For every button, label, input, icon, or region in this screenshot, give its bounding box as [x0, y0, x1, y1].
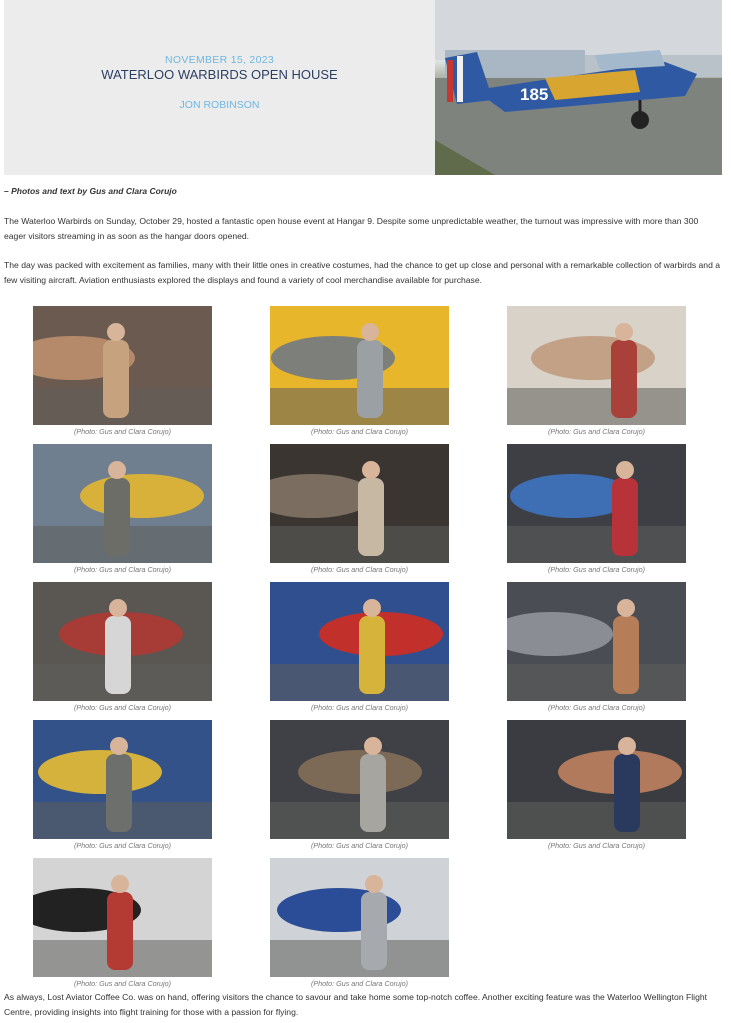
- gallery-photo-child-yellow-plane[interactable]: [270, 306, 449, 425]
- photo-caption: (Photo: Gus and Clara Corujo): [310, 841, 409, 850]
- gallery-photo-spiderman-plane-29[interactable]: [507, 306, 686, 425]
- photo-caption: (Photo: Gus and Clara Corujo): [310, 703, 409, 712]
- photo-caption: (Photo: Gus and Clara Corujo): [547, 703, 646, 712]
- photo-caption: (Photo: Gus and Clara Corujo): [310, 565, 409, 574]
- paragraph-1: The Waterloo Warbirds on Sunday, October 29, hosted a fantastic open house event at Hangar 9. Despite some unpredictable weather, the turnout was impressive with more than 300 eager visitors streaming in as soon as the hangar doors opened.: [4, 216, 699, 241]
- post-date: NOVEMBER 15, 2023: [165, 54, 274, 66]
- gallery-photo-man-with-dogs[interactable]: [33, 582, 212, 701]
- gallery-photo-flight-centre-booth[interactable]: [270, 858, 449, 977]
- photo-caption: (Photo: Gus and Clara Corujo): [547, 565, 646, 574]
- plane-number: 185: [520, 85, 549, 104]
- gallery-photo-merch-tshirt[interactable]: [33, 858, 212, 977]
- photo-caption: (Photo: Gus and Clara Corujo): [547, 841, 646, 850]
- gallery-photo-man-propeller[interactable]: [33, 444, 212, 563]
- page-title: WATERLOO WARBIRDS OPEN HOUSE: [101, 67, 338, 82]
- photo-caption: (Photo: Gus and Clara Corujo): [73, 565, 172, 574]
- gallery-photo-father-child-cockpit[interactable]: [33, 306, 212, 425]
- paragraph-2: The day was packed with excitement as families, many with their little ones in creative costumes, had the chance to get up close and personal with a remarkable collection of warbirds and a few visiting aircraft. Aviation enthusiasts explored the displays and found a variety of cool merchandise available for purchase.: [4, 260, 721, 285]
- paragraph-3: As always, Lost Aviator Coffee Co. was on hand, offering visitors the chance to savour and take home some top-notch coffee. Another exciting feature was the Waterloo Wellington Flight Centre, providing insights into flight training for those with a passion for flying.: [4, 992, 708, 1017]
- gallery-photo-crowd-hangar[interactable]: [507, 582, 686, 701]
- photo-caption: (Photo: Gus and Clara Corujo): [73, 979, 172, 988]
- article-header: [4, 0, 722, 175]
- photo-caption: (Photo: Gus and Clara Corujo): [310, 979, 409, 988]
- gallery-photo-two-men-talking[interactable]: [507, 720, 686, 839]
- author-link[interactable]: JON ROBINSON: [179, 99, 260, 111]
- gallery-photo-two-men-volunteers[interactable]: [270, 720, 449, 839]
- gallery-photo-ironman-costume[interactable]: [270, 582, 449, 701]
- photo-caption: (Photo: Gus and Clara Corujo): [73, 427, 172, 436]
- hero-image: [435, 0, 722, 175]
- photo-caption: (Photo: Gus and Clara Corujo): [547, 427, 646, 436]
- photo-caption: (Photo: Gus and Clara Corujo): [310, 427, 409, 436]
- gallery-photo-child-blue-plane[interactable]: [33, 720, 212, 839]
- gallery-photo-kneeling-man-hangar[interactable]: [270, 444, 449, 563]
- header-text-block: [4, 0, 435, 175]
- gallery-photo-thumbs-up-blue-plane[interactable]: [507, 444, 686, 563]
- photo-caption: (Photo: Gus and Clara Corujo): [73, 703, 172, 712]
- photo-caption: (Photo: Gus and Clara Corujo): [73, 841, 172, 850]
- byline: – Photos and text by Gus and Clara Corujo: [4, 186, 177, 196]
